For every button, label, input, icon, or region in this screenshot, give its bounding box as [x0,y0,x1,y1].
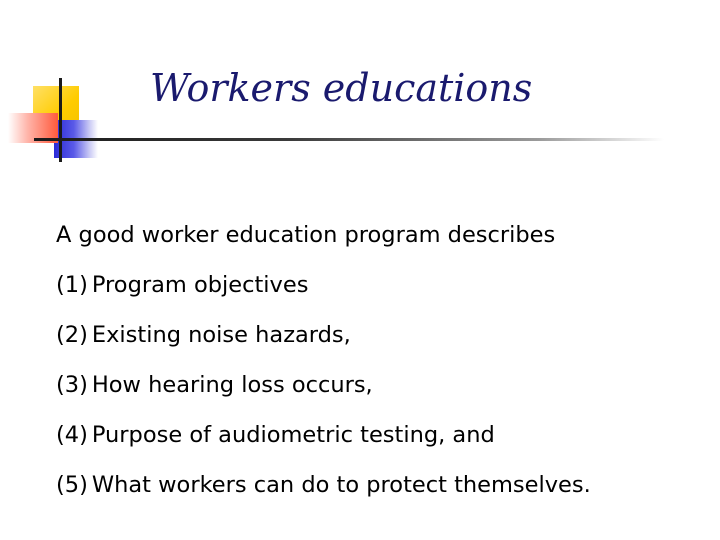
item-text: What workers can do to protect themselves. [91,472,591,498]
item-number: (2) [56,322,88,348]
item-text: How hearing loss occurs, [91,372,373,398]
slide-title: Workers educations [150,66,533,110]
list-item [56,268,706,318]
list-item [56,418,706,468]
item-number: (3) [56,372,88,398]
list-item [56,468,706,518]
item-number: (4) [56,422,88,448]
title-underline-rule [34,138,664,141]
item-list [56,268,706,518]
list-item [56,368,706,418]
item-text: Existing noise hazards, [91,322,351,348]
intro-text: A good worker education program describes [56,222,556,248]
item-text: Program objectives [91,272,309,298]
item-number: (1) [56,272,88,298]
title-vertical-rule [59,78,62,162]
item-number: (5) [56,472,88,498]
slide-body [56,218,706,518]
item-text: Purpose of audiometric testing, and [91,422,495,448]
list-item [56,318,706,368]
